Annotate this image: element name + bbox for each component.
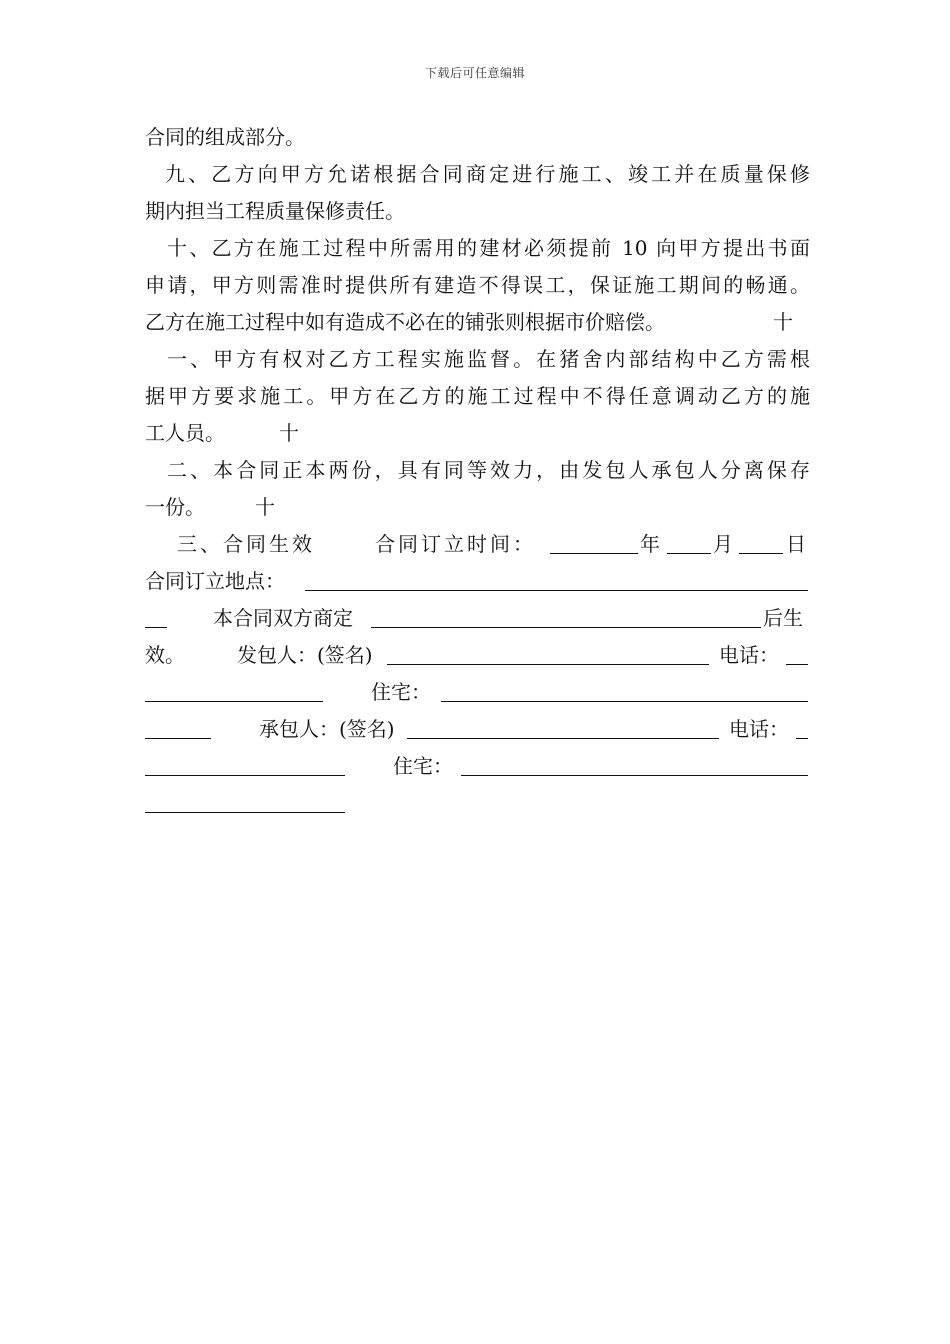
page-header: 下载后可任意编辑 bbox=[424, 66, 525, 80]
effect-text-a: 后生 bbox=[763, 606, 803, 630]
contractor-line bbox=[145, 714, 810, 744]
text-line-8: 据甲方要求施工。甲方在乙方的施工过程中不得任意调动乙方的施 bbox=[145, 384, 810, 408]
place-label: 合同订立地点： bbox=[145, 569, 285, 593]
contractor-phone-label: 电话： bbox=[729, 717, 789, 741]
place-blank bbox=[305, 568, 808, 591]
contractor-label: 承包人：(签名) bbox=[259, 717, 395, 741]
year-label: 年 bbox=[640, 532, 660, 556]
text-line-1: 合同的组成部分。 bbox=[145, 125, 305, 149]
agree-blank bbox=[371, 605, 761, 628]
month-label: 月 bbox=[713, 532, 733, 556]
text-line-10: 二、本合同正本两份，具有同等效力，由发包人承包人分离保存 bbox=[167, 458, 810, 482]
contractor-residence-blank bbox=[461, 753, 808, 776]
final-blank-line bbox=[145, 788, 810, 818]
month-blank bbox=[667, 531, 711, 554]
time-label: 合同订立时间： bbox=[375, 532, 536, 556]
employer-residence-blank bbox=[441, 679, 808, 702]
day-label: 日 bbox=[786, 532, 806, 556]
ten-marker: 十 bbox=[255, 495, 275, 519]
contractor-sign-blank bbox=[407, 716, 719, 739]
employer-phone-blank-cont bbox=[145, 679, 323, 702]
contractor-phone-blank bbox=[796, 716, 808, 739]
effect-text-b: 效。 bbox=[145, 643, 185, 667]
text-line-4: 十、乙方在施工过程中所需用的建材必须提前 10 向甲方提出书面 bbox=[167, 236, 810, 260]
employer-sign-blank bbox=[387, 642, 709, 665]
year-blank bbox=[550, 531, 638, 554]
employer-line bbox=[145, 640, 810, 670]
agree-line bbox=[145, 603, 810, 633]
ten-marker: 十 bbox=[773, 310, 793, 334]
contractor-residence-line bbox=[145, 751, 810, 781]
text-line-11-content: 一份。 bbox=[145, 495, 205, 519]
text-line-2: 九、乙方向甲方允诺根据合同商定进行施工、竣工并在质量保修 bbox=[165, 162, 810, 186]
text-line-5: 申请，甲方则需准时提供所有建造不得误工，保证施工期间的畅通。 bbox=[145, 273, 810, 297]
text-line-11 bbox=[145, 492, 810, 522]
text-line-9 bbox=[145, 418, 810, 448]
contractor-residence-blank-cont bbox=[145, 790, 345, 813]
text-line-9-content: 工人员。 bbox=[145, 421, 225, 445]
text-line-6-content: 乙方在施工过程中如有造成不必在的铺张则根据市价赔偿。 bbox=[145, 310, 665, 334]
agree-label: 本合同双方商定 bbox=[213, 606, 353, 630]
text-line-6 bbox=[145, 307, 810, 337]
effective-line bbox=[145, 529, 810, 559]
employer-residence-label: 住宅： bbox=[371, 680, 431, 704]
contractor-phone-blank-cont bbox=[145, 753, 345, 776]
employer-phone-blank bbox=[786, 642, 808, 665]
employer-residence-line bbox=[145, 677, 810, 707]
text-line-3: 期内担当工程质量保修责任。 bbox=[145, 199, 405, 223]
employer-label: 发包人：(签名) bbox=[237, 643, 373, 667]
employer-residence-blank-cont bbox=[145, 716, 211, 739]
effective-heading: 三、合同生效 bbox=[177, 532, 315, 556]
place-blank-cont bbox=[145, 605, 167, 628]
text-line-7: 一、甲方有权对乙方工程实施监督。在猪舍内部结构中乙方需根 bbox=[167, 347, 810, 371]
employer-phone-label: 电话： bbox=[719, 643, 779, 667]
place-line bbox=[145, 566, 810, 596]
contractor-residence-label: 住宅： bbox=[393, 754, 453, 778]
day-blank bbox=[739, 531, 783, 554]
ten-marker: 十 bbox=[279, 421, 299, 445]
